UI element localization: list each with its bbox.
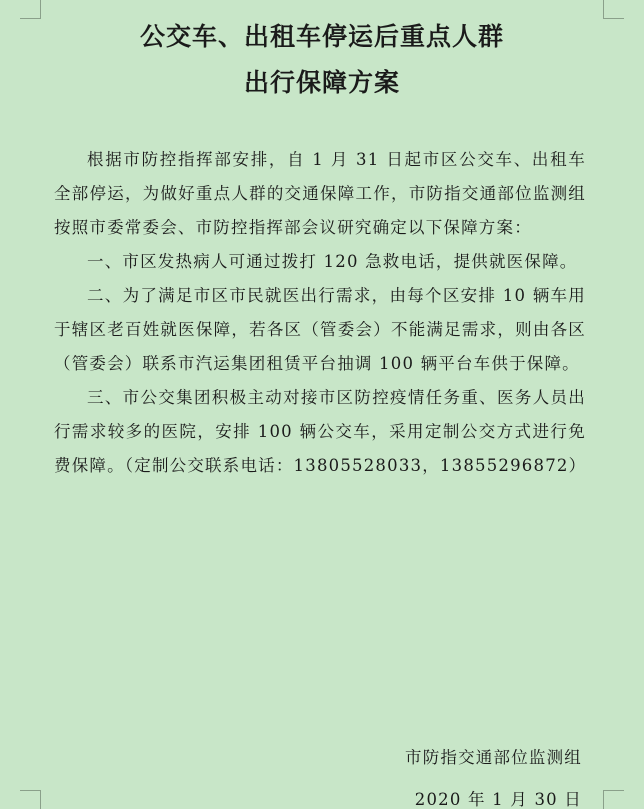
paragraph-item-2: 二、为了满足市区市民就医出行需求，由每个区安排 10 辆车用于辖区老百姓就医保障，若各区（管委会）不能满足需求，则由各区（管委会）联系市汽运集团租赁平台抽调 100 辆平台车供于保障。 [54,286,586,373]
signature-organization: 市防指交通部位监测组 [405,748,582,767]
signature-date: 2020 年 1 月 30 日 [414,790,582,809]
paragraph-intro: 根据市防控指挥部安排，自 1 月 31 日起市区公交车、出租车全部停运，为做好重点人群的交通保障工作，市防指交通部位监测组按照市委常委会、市防控指挥部会议研究确定以下保障方案： [54,150,586,237]
document-title-line-1: 公交车、出租车停运后重点人群 [139,22,504,51]
page-corner-mark [20,0,41,19]
page-corner-mark [603,0,624,19]
paragraph-item-3: 三、市公交集团积极主动对接市区防控疫情任务重、医务人员出行需求较多的医院，安排 100 辆公交车，采用定制公交方式进行免费保障。（定制公交联系电话：13805528033，13855296872） [54,388,587,475]
paragraph-item-1: 一、市区发热病人可通过拨打 120 急救电话，提供就医保障。 [87,252,578,271]
page-corner-mark [20,790,41,809]
document-body [54,143,586,483]
page-corner-mark [603,790,624,809]
document-title-line-2: 出行保障方案 [243,68,400,97]
